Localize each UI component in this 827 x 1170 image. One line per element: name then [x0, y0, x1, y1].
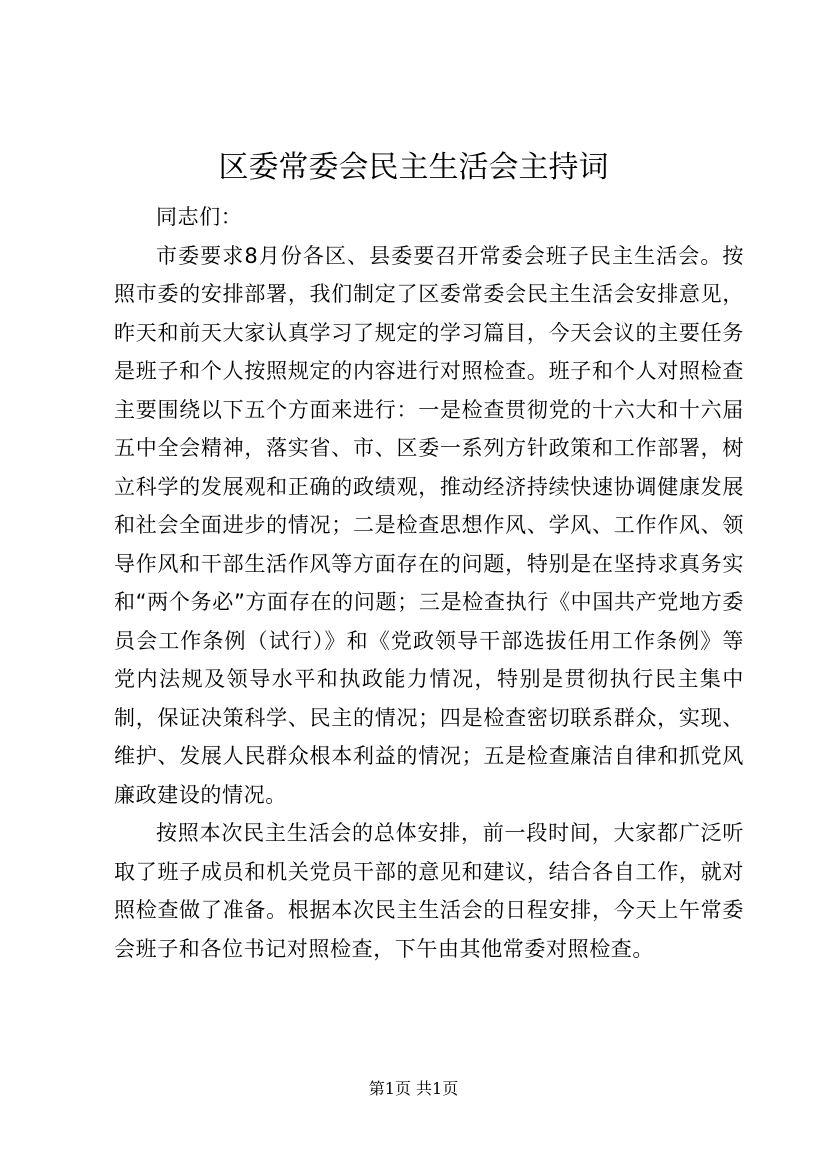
page-number-footer: 第1页 共1页: [368, 1079, 459, 1098]
document-body: [114, 198, 744, 968]
paragraph-2: 按照本次民主生活会的总体安排，前一段时间，大家都广泛听取了班子成员和机关党员干部的意见和建议，结合各自工作，就对照检查做了准备。根据本次民主生活会的日程安排，今天上午常委会班子和各位书记对照检查，下午由其他常委对照检查。: [114, 821, 744, 961]
paragraph-1: 市委要求8月份各区、县委要召开常委会班子民主生活会。按照市委的安排部署，我们制定了区委常委会民主生活会安排意见，昨天和前天大家认真学习了规定的学习篇目，今天会议的主要任务是班子和个人按照规定的内容进行对照检查。班子和个人对照检查主要围绕以下五个方面来进行：一是检查贯彻党的十六大和十六届五中全会精神，落实省、市、区委一系列方针政策和工作部署，树立科学的发展观和正确的政绩观，推动经济持续快速协调健康发展和社会全面进步的情况；二是检查思想作风、学风、工作作风、领导作风和干部生活作风等方面存在的问题，特别是在坚持求真务实和“两个务必”方面存在的问题；三是检查执行《中国共产党地方委员会工作条例（试行）》和《党政领导干部选拔任用工作条例》等党内法规及领导水平和执政能力情况，特别是贯彻执行民主集中制，保证决策科学、民主的情况；四是检查密切联系群众，实现、维护、发展人民群众根本利益的情况；五是检查廉洁自律和抓党风廉政建设的情况。: [114, 243, 744, 807]
greeting-line: 同志们：: [156, 205, 243, 229]
document-title: 区委常委会民主生活会主持词: [218, 150, 609, 185]
